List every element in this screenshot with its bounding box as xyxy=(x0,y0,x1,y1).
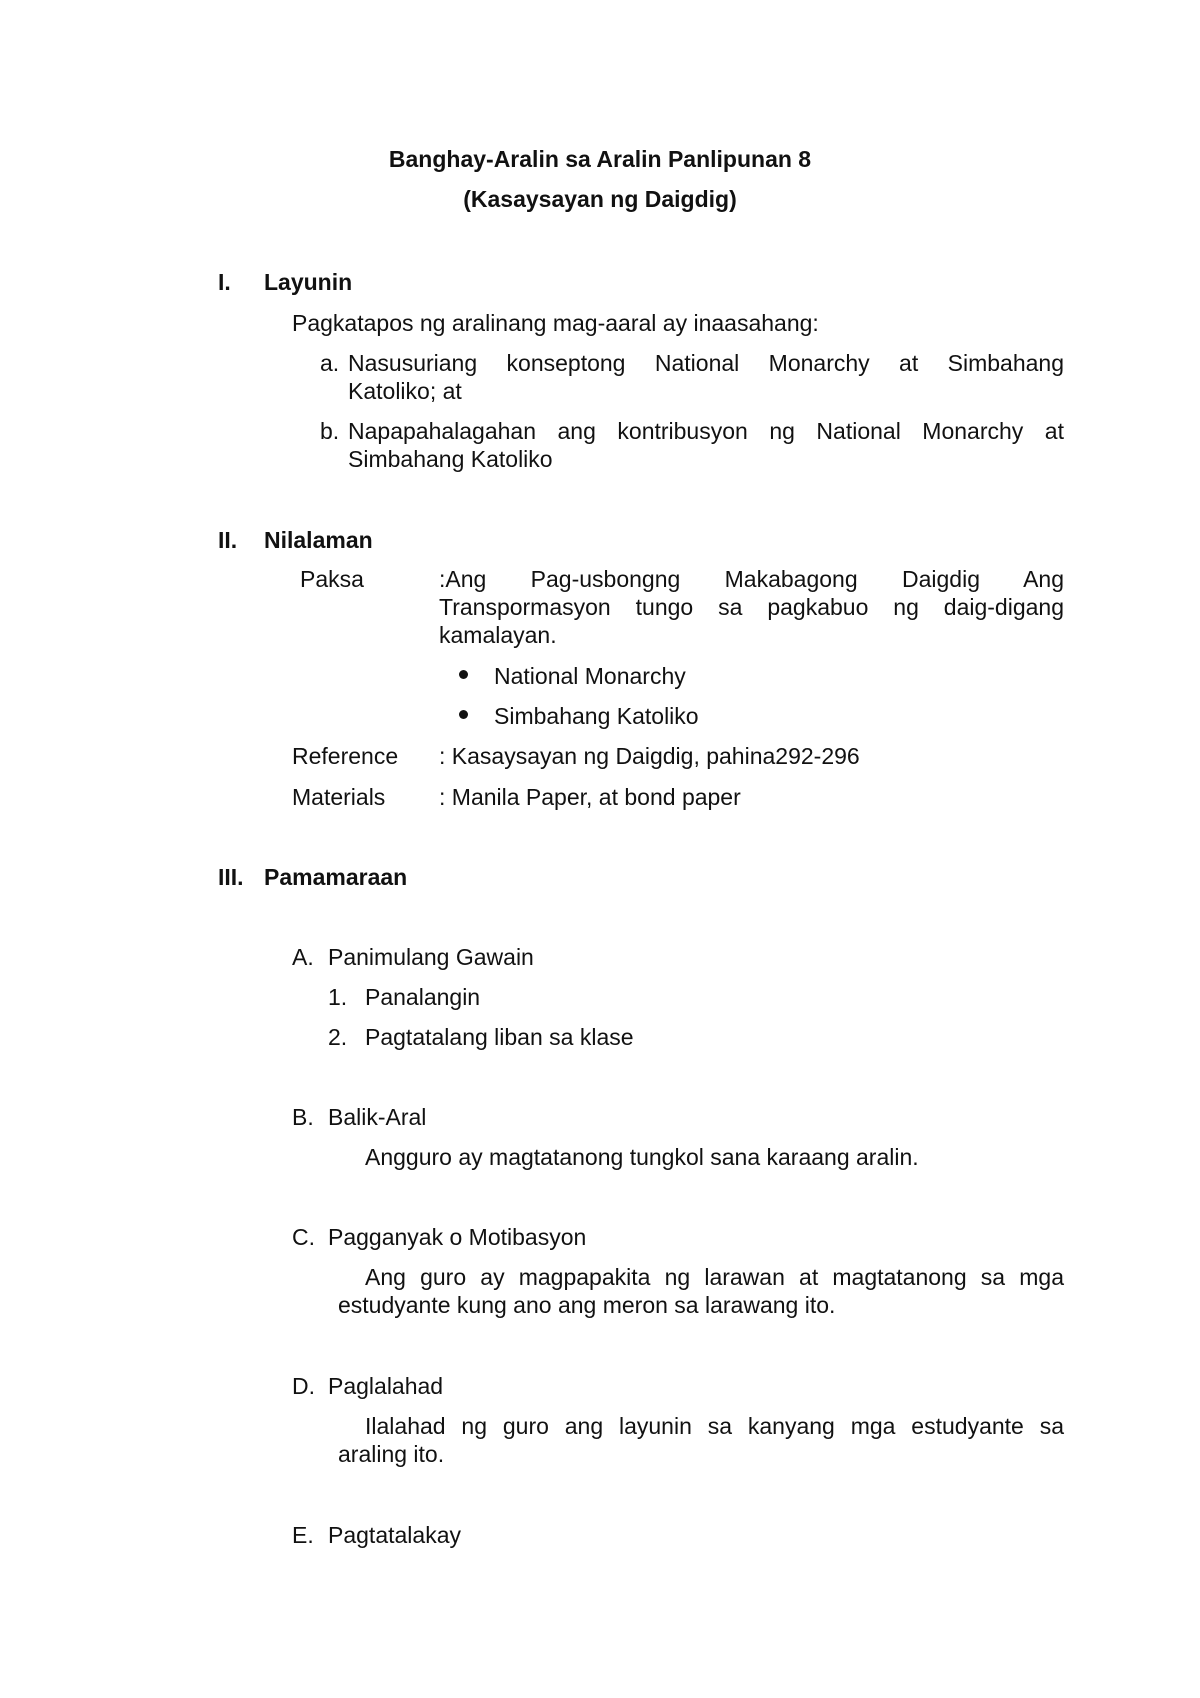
section-heading: Nilalaman xyxy=(264,527,373,553)
item-marker: a. xyxy=(320,350,340,376)
step-text-line: araling ito. xyxy=(338,1441,445,1467)
step-marker: C. xyxy=(292,1224,315,1250)
item-text-line: Simbahang Katoliko xyxy=(348,446,553,472)
section-numeral: II. xyxy=(218,527,238,553)
step-text-line: estudyante kung ano ang meron sa larawang ito. xyxy=(338,1292,836,1318)
reference-value: : Kasaysayan ng Daigdig, pahina292-296 xyxy=(439,743,860,769)
paksa-text-line: :Ang Pag-usbongng Makabagong Daigdig Ang xyxy=(439,566,1064,592)
sub-item-marker: 1. xyxy=(328,984,348,1010)
bullet-icon xyxy=(459,710,468,719)
sub-item-text: Pagtatalang liban sa klase xyxy=(365,1024,634,1050)
sub-item-text: Panalangin xyxy=(365,984,481,1010)
document-subtitle: (Kasaysayan ng Daigdig) xyxy=(463,186,737,212)
reference-label: Reference xyxy=(292,743,399,769)
step-label: Pagtatalakay xyxy=(328,1522,461,1548)
bullet-text: Simbahang Katoliko xyxy=(494,703,699,729)
paksa-label: Paksa xyxy=(300,566,364,592)
item-text-line: Nasusuriang konseptong National Monarchy at Simbahang xyxy=(348,350,1064,376)
step-marker: B. xyxy=(292,1104,314,1130)
document-title: Banghay-Aralin sa Aralin Panlipunan 8 xyxy=(388,146,812,172)
step-label: Panimulang Gawain xyxy=(328,944,534,970)
step-text: Angguro ay magtatanong tungkol sana karaang aralin. xyxy=(365,1144,919,1170)
section-intro: Pagkatapos ng aralinang mag-aaral ay inaasahang: xyxy=(292,310,819,336)
step-marker: E. xyxy=(292,1522,314,1548)
step-marker: A. xyxy=(292,944,314,970)
section-numeral: I. xyxy=(218,269,231,295)
step-label: Balik-Aral xyxy=(328,1104,427,1130)
bullet-icon xyxy=(459,670,468,679)
item-text-line: Napapahalagahan ang kontribusyon ng National Monarchy at xyxy=(348,418,1064,444)
step-text-line: Ilalahad ng guro ang layunin sa kanyang mga estudyante sa xyxy=(365,1413,1064,1439)
step-marker: D. xyxy=(292,1373,315,1399)
paksa-text-line: kamalayan. xyxy=(439,622,557,648)
materials-value: : Manila Paper, at bond paper xyxy=(439,784,741,810)
sub-item-marker: 2. xyxy=(328,1024,348,1050)
step-text-line: Ang guro ay magpapakita ng larawan at magtatanong sa mga xyxy=(365,1264,1064,1290)
paksa-text-line: Transpormasyon tungo sa pagkabuo ng daig-digang xyxy=(439,594,1064,620)
section-heading: Layunin xyxy=(264,269,353,295)
bullet-text: National Monarchy xyxy=(494,663,686,689)
item-marker: b. xyxy=(320,418,340,444)
item-text-line: Katoliko; at xyxy=(348,378,462,404)
step-label: Paglalahad xyxy=(328,1373,444,1399)
section-numeral: III. xyxy=(218,864,244,890)
materials-label: Materials xyxy=(292,784,386,810)
section-heading: Pamamaraan xyxy=(264,864,408,890)
step-label: Pagganyak o Motibasyon xyxy=(328,1224,587,1250)
